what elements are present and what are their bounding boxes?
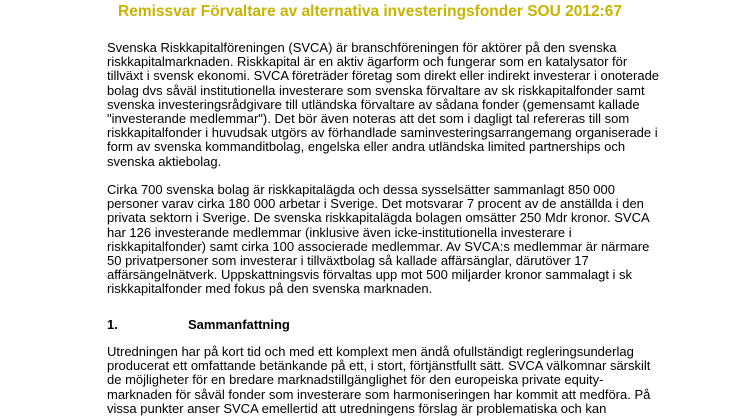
paragraph-line: riskkapitalmarknaden. Riskkapital är en aktiv ägarform och fungerar som en katalysator för [107,54,628,70]
section-number: 1. [107,317,118,332]
paragraph-line: de möjligheter för en bredare marknadstillgänglighet för den europeiska private equity- [107,372,604,388]
paragraph-line: bolag dvs såväl institutionella investerare som svenska förvaltare av sk riskkapitalfonder samt [107,82,645,98]
paragraph-line: "investerande medlemmar"). Det bör även noteras att det som i dagligt tal refereras till som [107,111,630,127]
paragraph-market-figures [107,182,650,297]
document-title: Remissvar Förvaltare av alternativa investeringsfonder SOU 2012:67 [118,3,622,20]
paragraph-line: form av svenska kommanditbolag, engelska eller andra utländska limited partnerships och [107,139,626,155]
paragraph-line: marknaden för såväl fonder som investerare som harmoniseringen har kommit att medföra. På [107,386,651,402]
paragraph-line: Utredningen har på kort tid och med ett komplext men ändå ofullständigt regleringsunderlag [107,344,634,359]
paragraph-line: Cirka 700 svenska bolag är riskkapitalägda och dessa sysselsätter sammanlagt 850 000 [107,182,615,197]
paragraph-line: Svenska Riskkapitalföreningen (SVCA) är branschföreningen för aktörer på den svenska [107,40,617,55]
paragraph-line: riskkapitalfonder med fokus på den svenska marknaden. [107,281,433,297]
paragraph-summary [107,344,651,416]
paragraph-line: tillväxt i svensk ekonomi. SVCA företräder företag som direkt eller indirekt investerar i onoterade [107,68,660,84]
section-heading-text: Sammanfattning [188,317,290,332]
paragraph-line: riskkapitalfonder) samt cirka 100 associerade medlemmar. Av SVCA:s medlemmar är närmare [107,238,650,254]
paragraph-line: personer varav cirka 180 000 arbetar i Sverige. Det motsvarar 7 procent av de anställda i den [107,196,644,212]
paragraph-line: svenska investeringsrådgivare till utländska förvaltare av sådana fonder (gemensamt kallade [107,96,640,112]
section-heading [107,317,290,332]
paragraph-line: har 126 investerande medlemmar (inklusive även icke-institutionella investerare i [107,224,572,240]
paragraph-about-svca [107,40,660,169]
paragraph-line: privata sektorn i Sverige. De svenska riskkapitalägda bolagen omsätter 250 Mdr kronor. SVCA [107,210,650,226]
paragraph-line: vissa punkter anser SVCA emellertid att utredningens förslag är problematiska och kan [107,400,607,416]
paragraph-line: 50 privatpersoner som investerar i tillväxtbolag så kallade affärsänglar, därutöver 17 [107,253,589,269]
paragraph-line: riskkapitalfonder i huvudsak utgörs av förhandlade saminvesteringsarrangemang organiserade i [107,125,658,141]
paragraph-line: affärsängelnätverk. Uppskattningsvis förvaltas upp mot 500 miljarder kronor sammalagt i sk [107,267,633,283]
paragraph-line: producerat ett omfattande betänkande på ett, i stort, förtjänstfullt sätt. SVCA välkomnar särskilt [107,358,651,374]
paragraph-line: svenska aktiebolag. [107,153,222,169]
